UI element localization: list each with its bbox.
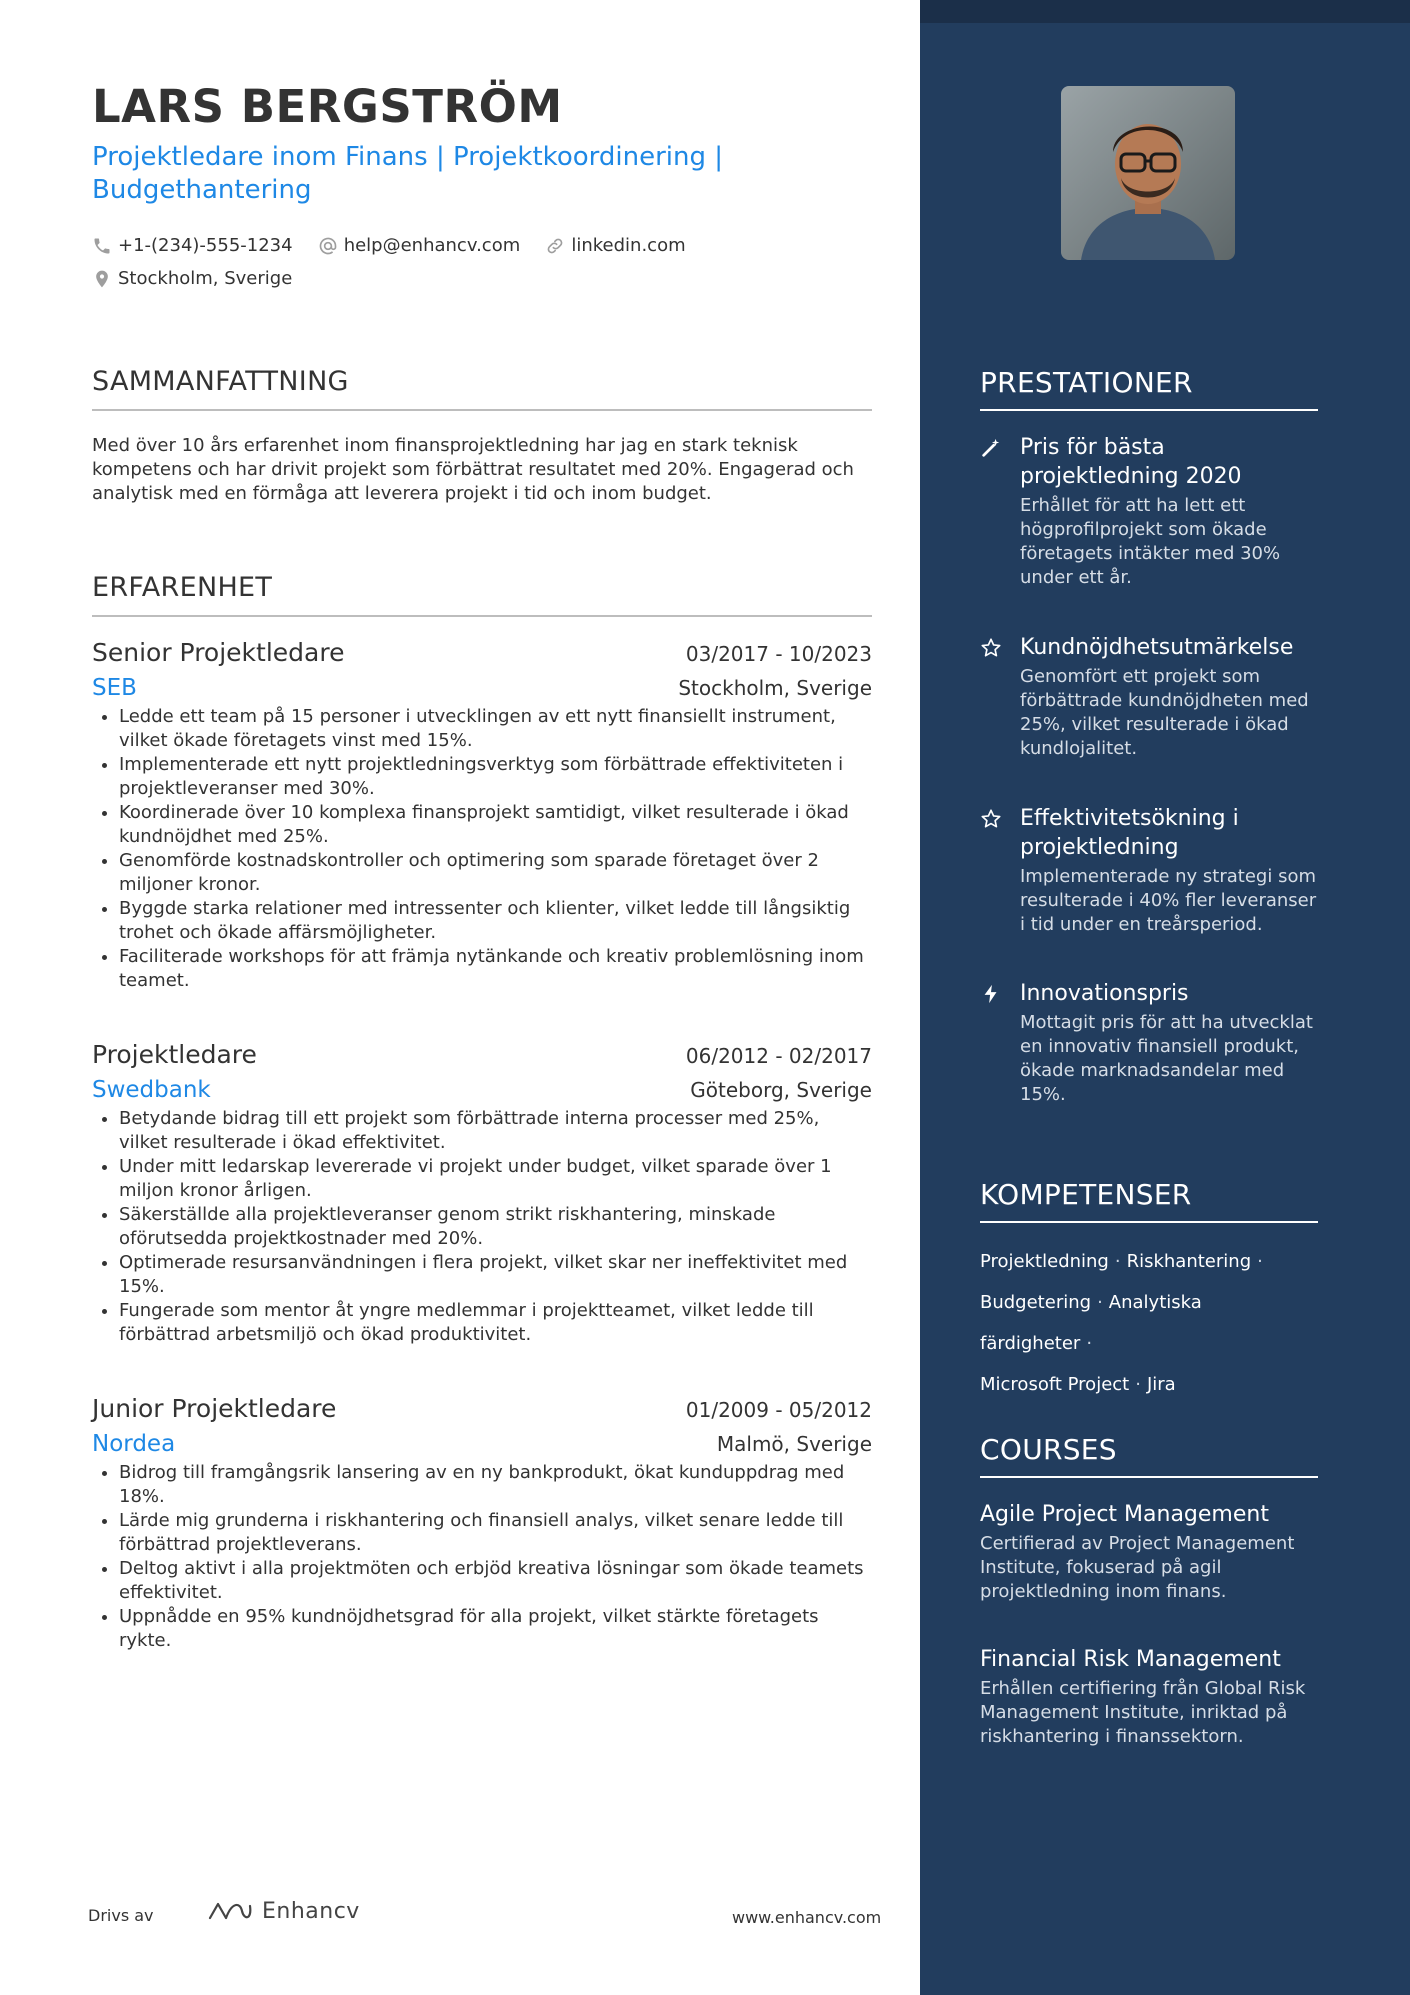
footer-powered-by: Drivs av xyxy=(88,1906,154,1925)
job-dates: 06/2012 - 02/2017 xyxy=(685,1044,872,1068)
job-entry xyxy=(92,1040,872,1347)
bullet-item: • Lärde mig grunderna i riskhantering och finansiell analys, vilket senare ledde till förbättrad projektleverans. xyxy=(119,1509,872,1557)
job-bullets xyxy=(92,1107,872,1347)
at-icon xyxy=(318,236,338,256)
star-icon xyxy=(980,637,1002,659)
bullet-item: • Ledde ett team på 15 personer i utvecklingen av ett nytt finansiellt instrument, vilket ökade företagets vinst med 15%. xyxy=(119,705,872,753)
location-pin-icon xyxy=(92,269,112,289)
job-title: Junior Projektledare xyxy=(92,1394,337,1423)
achievements-heading: PRESTATIONER xyxy=(980,366,1318,411)
bullet-item: • Deltog aktivt i alla projektmöten och erbjöd kreativa lösningar som ökade teamets effektivitet. xyxy=(119,1557,872,1605)
course-item xyxy=(980,1645,1320,1749)
summary-text: Med över 10 års erfarenhet inom finansprojektledning har jag en stark teknisk kompetens och har drivit projekt som förbättrat resultatet med 20%. Engagerad och analytisk med en förmåga att leverera projekt i tid och inom budget. xyxy=(92,435,854,504)
contact-location xyxy=(92,262,292,295)
sidebar-top-band xyxy=(920,0,1410,23)
footer-brand-logo[interactable] xyxy=(206,1898,360,1924)
job-dates: 01/2009 - 05/2012 xyxy=(685,1398,872,1422)
achievement-title: Effektivitetsökning i projektledning xyxy=(1020,806,1239,860)
bullet-item: • Implementerade ett nytt projektledningsverktyg som förbättrade effektiviteten i projektleveranser med 30%. xyxy=(119,753,872,801)
skill-separator: · xyxy=(1114,1251,1121,1272)
course-desc: Erhållen certifiering från Global Risk Management Institute, inriktad på riskhantering i finanssektorn. xyxy=(980,1678,1306,1747)
job-title: Projektledare xyxy=(92,1040,257,1069)
skills-list xyxy=(980,1241,1320,1405)
bullet-item: • Genomförde kostnadskontroller och optimering som sparade företaget över 2 miljoner kronor. xyxy=(119,849,872,897)
contact-email[interactable] xyxy=(318,229,521,262)
linkedin-text: linkedin.com xyxy=(571,235,686,256)
job-entry xyxy=(92,1394,872,1653)
job-dates: 03/2017 - 10/2023 xyxy=(685,642,872,666)
achievement-item xyxy=(980,979,1320,1107)
course-title: Financial Risk Management xyxy=(980,1647,1281,1672)
bullet-item: • Fungerade som mentor åt yngre medlemmar i projektteamet, vilket ledde till förbättrad arbetsmiljö och ökad produktivitet. xyxy=(119,1299,872,1347)
achievement-title: Innovationspris xyxy=(1020,981,1189,1006)
candidate-name: LARS BERGSTRÖM xyxy=(92,80,563,133)
bullet-item: • Betydande bidrag till ett projekt som förbättrade interna processer med 25%, vilket resulterade i ökad effektivitet. xyxy=(119,1107,872,1155)
enhancv-logo-icon xyxy=(206,1898,254,1924)
course-title: Agile Project Management xyxy=(980,1502,1269,1527)
star-icon xyxy=(980,808,1002,830)
avatar-icon xyxy=(1061,86,1235,260)
course-desc: Certifierad av Project Management Institute, fokuserad på agil projektledning inom finans. xyxy=(980,1533,1295,1602)
job-location: Göteborg, Sverige xyxy=(690,1078,872,1102)
job-bullets xyxy=(92,1461,872,1653)
magic-wand-icon xyxy=(980,437,1002,459)
courses-heading: COURSES xyxy=(980,1433,1318,1478)
bullet-item: • Faciliterade workshops för att främja nytänkande och kreativ problemlösning inom teamet. xyxy=(119,945,872,993)
skill-item: Projektledning xyxy=(980,1251,1109,1272)
skill-separator: · xyxy=(1097,1292,1103,1313)
skill-item: Microsoft Project xyxy=(980,1374,1130,1395)
company-name[interactable]: Swedbank xyxy=(92,1077,211,1103)
skills-heading: KOMPETENSER xyxy=(980,1178,1318,1223)
link-icon xyxy=(545,236,565,256)
bullet-item: • Koordinerade över 10 komplexa finansprojekt samtidigt, vilket resulterade i ökad kundnöjdhet med 25%. xyxy=(119,801,872,849)
company-name[interactable]: SEB xyxy=(92,675,137,701)
bullet-item: • Uppnådde en 95% kundnöjdhetsgrad för alla projekt, vilket stärkte företagets rykte. xyxy=(119,1605,872,1653)
job-entry xyxy=(92,638,872,993)
skill-item: Riskhantering xyxy=(1126,1251,1252,1272)
location-text: Stockholm, Sverige xyxy=(118,268,293,289)
lightning-icon xyxy=(980,983,1002,1005)
summary-heading: SAMMANFATTNING xyxy=(92,366,872,411)
contact-linkedin[interactable] xyxy=(545,229,685,262)
job-title: Senior Projektledare xyxy=(92,638,345,667)
bullet-item: • Säkerställde alla projektleveranser genom strikt riskhantering, minskade oförutsedda projektkostnader med 20%. xyxy=(119,1203,872,1251)
skill-item: Budgetering xyxy=(980,1292,1092,1313)
skill-separator: · xyxy=(1257,1251,1263,1272)
skill-separator: · xyxy=(1086,1333,1093,1354)
skill-item: Jira xyxy=(1146,1374,1176,1395)
experience-heading: ERFARENHET xyxy=(92,572,872,617)
headline: Projektledare inom Finans | Projektkoordinering | Budgethantering xyxy=(92,142,723,205)
footer-url[interactable]: www.enhancv.com xyxy=(732,1908,882,1927)
profile-photo xyxy=(1061,86,1235,260)
achievement-desc: Erhållet för att ha lett ett högprofilprojekt som ökade företagets intäkter med 30% under ett år. xyxy=(1020,495,1281,588)
achievement-title: Pris för bästa projektledning 2020 xyxy=(1020,435,1242,489)
phone-icon xyxy=(92,236,112,256)
bullet-item: • Byggde starka relationer med intressenter och klienter, vilket ledde till långsiktig trohet och ökade affärsmöjligheter. xyxy=(119,897,872,945)
email-text: help@enhancv.com xyxy=(343,235,521,256)
achievement-item xyxy=(980,804,1320,937)
achievement-desc: Mottagit pris för att ha utvecklat en innovativ finansiell produkt, ökade marknadsandelar med 15%. xyxy=(1020,1012,1313,1105)
phone-text: +1-(234)-555-1234 xyxy=(118,235,293,256)
job-location: Stockholm, Sverige xyxy=(678,676,872,700)
contact-info xyxy=(92,229,732,295)
achievement-desc: Genomfört ett projekt som förbättrade kundnöjdheten med 25%, vilket resulterade i ökad kundlojalitet. xyxy=(1020,666,1309,759)
skill-item: Analytiska färdigheter xyxy=(980,1292,1202,1354)
bullet-item: • Optimerade resursanvändningen i flera projekt, vilket skar ner ineffektivitet med 15%. xyxy=(119,1251,872,1299)
achievement-item xyxy=(980,433,1320,590)
job-bullets xyxy=(92,705,872,993)
achievement-title: Kundnöjdhetsutmärkelse xyxy=(1020,635,1294,660)
bullet-item: • Bidrog till framgångsrik lansering av en ny bankprodukt, ökat kunduppdrag med 18%. xyxy=(119,1461,872,1509)
achievement-desc: Implementerade ny strategi som resulterade i 40% fler leveranser i tid under en treårsperiod. xyxy=(1020,866,1317,935)
bullet-item: • Under mitt ledarskap levererade vi projekt under budget, vilket sparade över 1 miljon kronor årligen. xyxy=(119,1155,872,1203)
company-name[interactable]: Nordea xyxy=(92,1431,176,1457)
contact-phone[interactable] xyxy=(92,229,293,262)
course-item xyxy=(980,1500,1320,1604)
job-location: Malmö, Sverige xyxy=(716,1432,872,1456)
footer-brand-name: Enhancv xyxy=(262,1898,360,1924)
skill-separator: · xyxy=(1135,1374,1141,1395)
achievement-item xyxy=(980,633,1320,761)
